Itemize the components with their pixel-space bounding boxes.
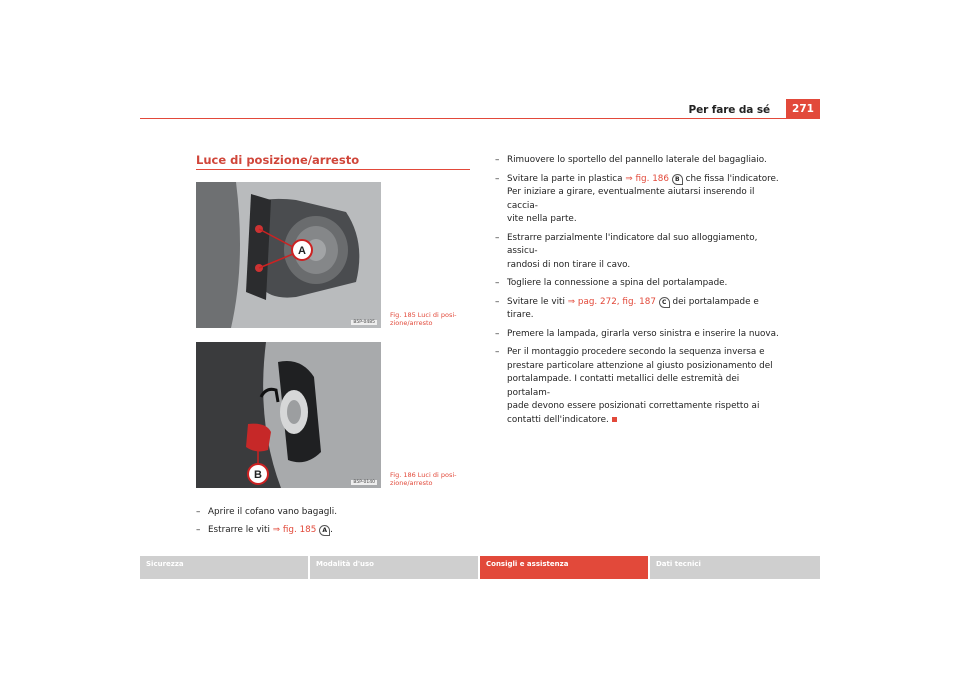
step-text: Per il montaggio procedere secondo la sequenza inversa e prestare particolare attenzione al giusto posizionamento del portalampade. I contatti metallici delle estremità dei portalam- pade devono essere posizionati correttamente rispetto ai contatti dell'indicatore.: [507, 347, 773, 425]
figure-186-image: [196, 342, 381, 488]
list-item: [495, 346, 785, 427]
figure-link[interactable]: ⇒ pag. 272, fig. 187: [567, 296, 656, 307]
right-steps: [495, 154, 785, 432]
list-item: [495, 328, 785, 342]
figure-186-caption: [390, 471, 470, 487]
list-item: [196, 506, 466, 520]
callout-c-badge: C: [659, 297, 670, 308]
figure-185-caption-line2: zione/arresto: [390, 319, 433, 327]
list-item: [495, 296, 785, 323]
list-item: [495, 154, 785, 168]
left-steps: [196, 506, 466, 537]
list-item: [495, 173, 785, 227]
figure-185-caption-line1: Fig. 185 Luci di posi-: [390, 311, 457, 319]
header-rule: [140, 118, 820, 119]
figure-185-image: [196, 182, 381, 328]
step-text: Estrarre le viti ⇒ fig. 185 A .: [208, 524, 333, 535]
step-text: Premere la lampada, girarla verso sinistra e inserire la nuova.: [507, 328, 779, 339]
section-title: Luce di posizione/arresto: [196, 153, 360, 167]
figure-186-callout: B: [254, 469, 262, 481]
figure-185-code: B5P-0485: [353, 320, 375, 325]
footer-tab-modalita-uso[interactable]: Modalità d'uso: [310, 556, 478, 579]
list-dash: –: [495, 328, 500, 339]
step-text: Aprire il cofano vano bagagli.: [208, 507, 338, 517]
figure-186-caption-line1: Fig. 186 Luci di posi-: [390, 471, 457, 479]
step-text: Svitare la parte in plastica ⇒ fig. 186 B che fissa l'indicatore. Per iniziare a girare, eventualmente aiutarsi inserendo il caccia- vite nella parte.: [507, 173, 779, 224]
step-text: Togliere la connessione a spina del portalampade.: [507, 278, 728, 288]
figure-186-code: B5P-0140: [353, 480, 375, 485]
list-dash: –: [495, 155, 500, 165]
page-number: 271: [786, 99, 820, 118]
figure-185-caption: [390, 311, 470, 327]
list-item: [495, 232, 785, 273]
step-text: Estrarre parzialmente l'indicatore dal suo alloggiamento, assicu- randosi di non tirare il cavo.: [507, 232, 758, 270]
end-of-section-marker: [612, 417, 617, 422]
figure-link[interactable]: ⇒ fig. 186: [625, 173, 670, 184]
list-dash: –: [495, 296, 500, 307]
figure-186-caption-line2: zione/arresto: [390, 479, 433, 487]
section-rule: [196, 169, 470, 170]
running-header-title: Per fare da sé: [688, 104, 770, 116]
list-dash: –: [495, 173, 500, 184]
list-item: [196, 524, 466, 538]
list-dash: –: [495, 278, 500, 288]
figure-185-callout: A: [298, 245, 306, 257]
figure-link[interactable]: ⇒ fig. 185: [272, 524, 317, 535]
callout-a-badge: A: [319, 525, 330, 536]
callout-b-badge: B: [672, 174, 683, 185]
footer-tab-sicurezza[interactable]: Sicurezza: [140, 556, 308, 579]
list-item: [495, 277, 785, 291]
step-text: Rimuovere lo sportello del pannello laterale del bagagliaio.: [507, 155, 767, 165]
footer-tab-consigli-assistenza[interactable]: Consigli e assistenza: [480, 556, 648, 579]
list-dash: –: [196, 524, 201, 535]
step-text: Svitare le viti ⇒ pag. 272, fig. 187 C dei portalampade e tirare.: [507, 296, 759, 320]
list-dash: –: [495, 347, 500, 357]
list-dash: –: [196, 507, 201, 517]
list-dash: –: [495, 232, 500, 243]
footer-tab-dati-tecnici[interactable]: Dati tecnici: [650, 556, 820, 579]
